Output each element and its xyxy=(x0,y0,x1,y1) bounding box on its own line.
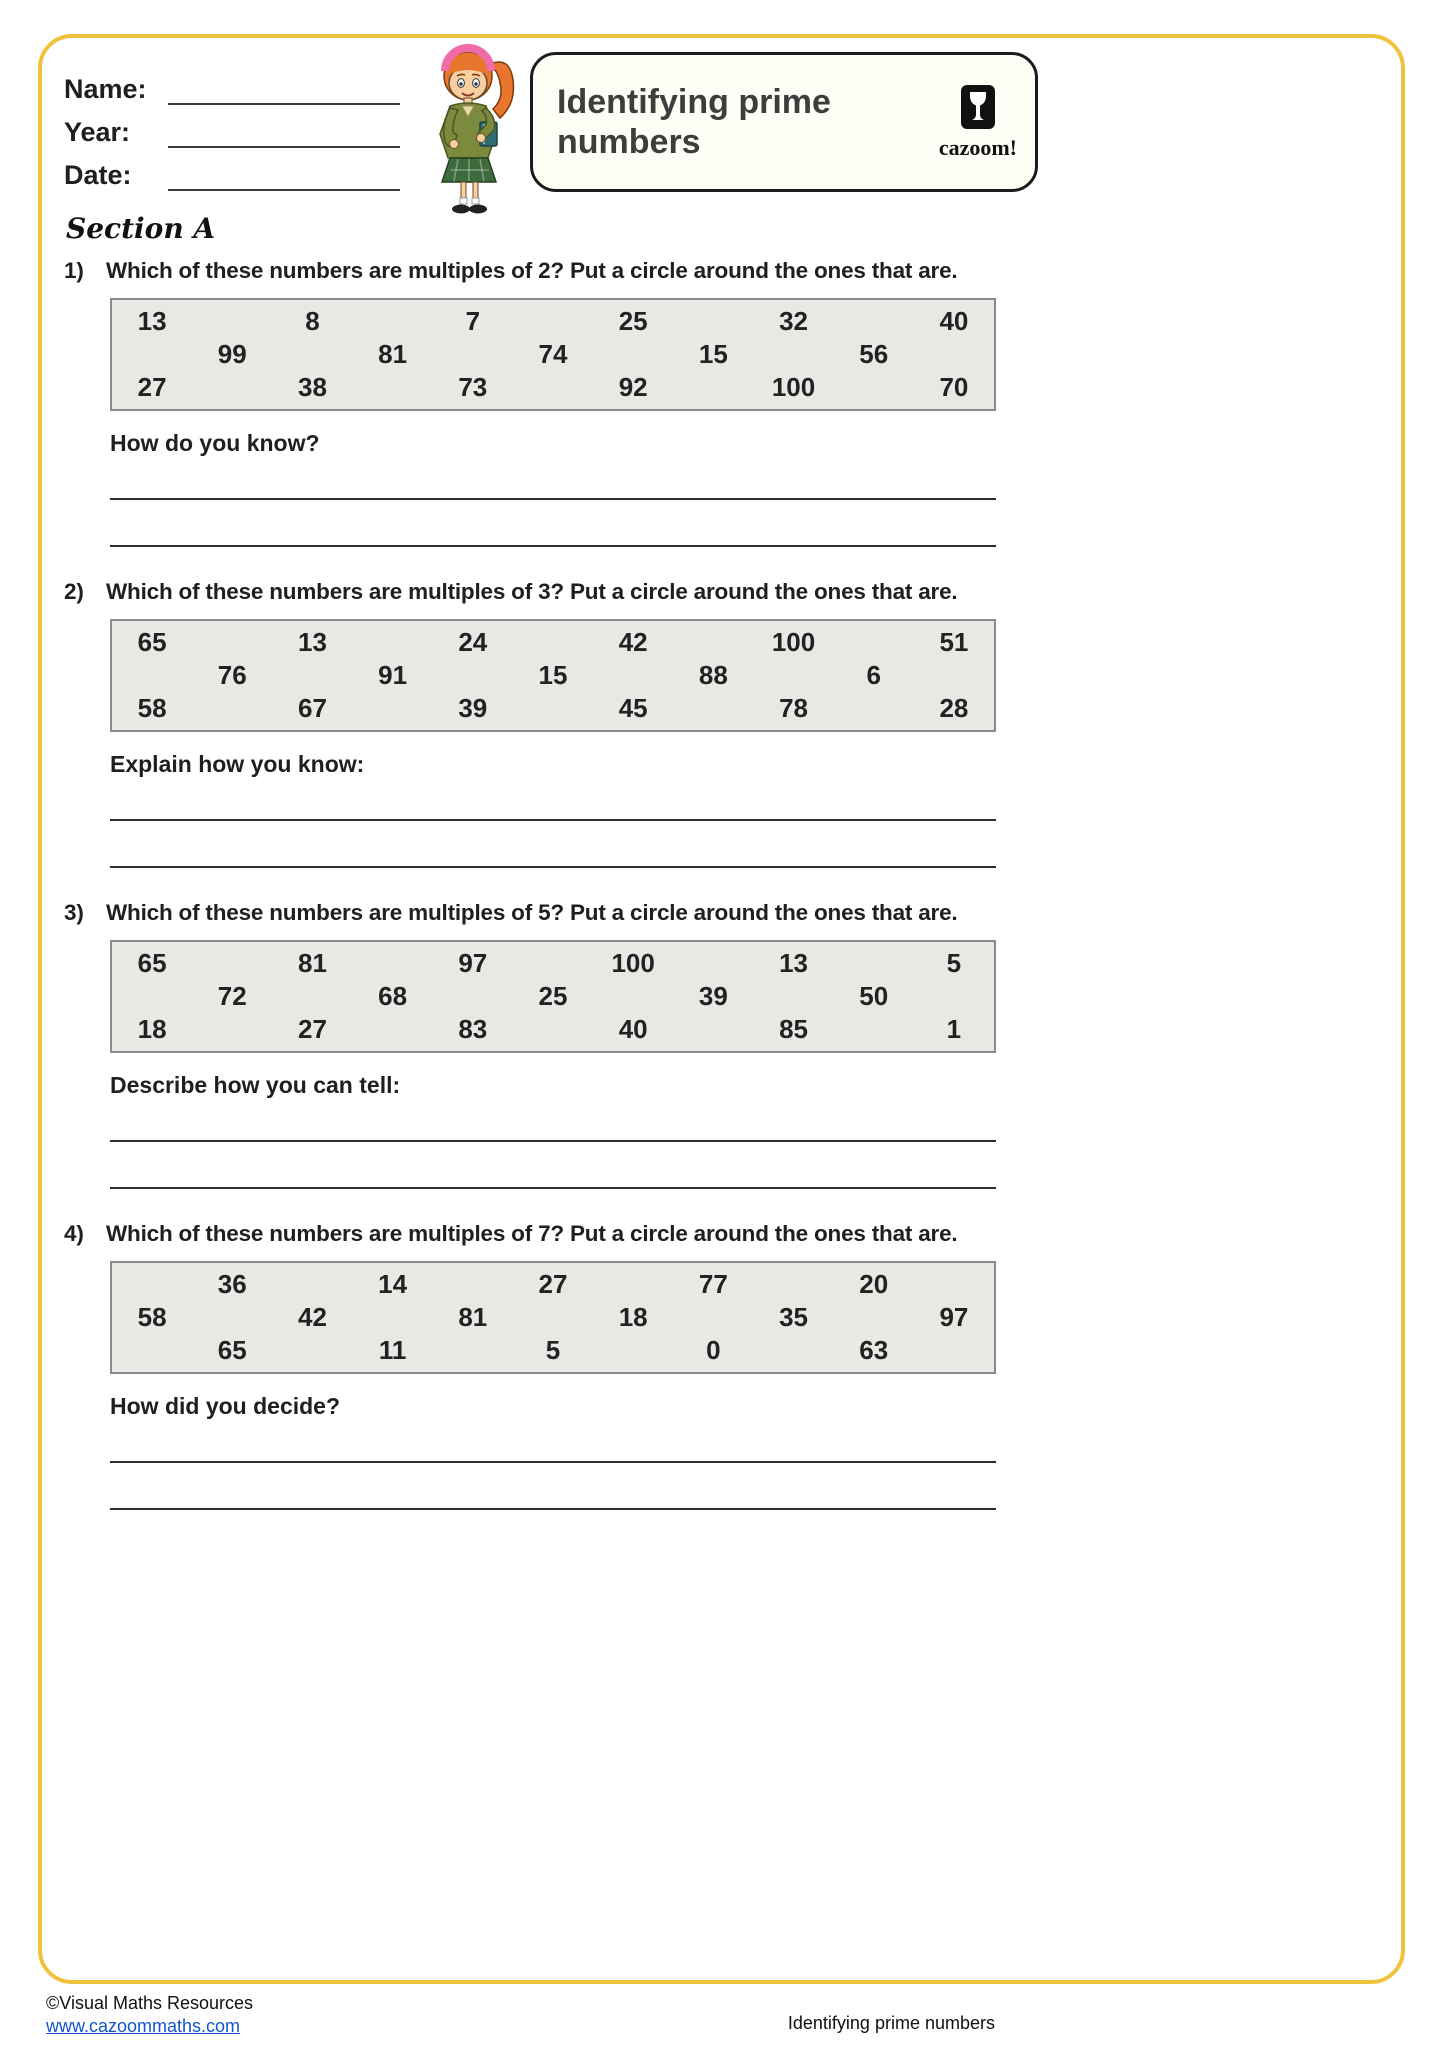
grid-number: 36 xyxy=(217,1269,247,1299)
grid-number: 39 xyxy=(698,981,728,1011)
grid-number: 83 xyxy=(458,1014,488,1044)
answer-line[interactable] xyxy=(110,1187,996,1189)
grid-number: 5 xyxy=(545,1335,561,1365)
numbers-row-middle xyxy=(112,980,994,1013)
name-input-line[interactable] xyxy=(168,73,400,105)
year-label: Year: xyxy=(64,117,131,147)
copyright-text: ©Visual Maths Resources xyxy=(46,1993,254,2013)
grid-number: 39 xyxy=(458,693,488,723)
grid-number: 100 xyxy=(771,372,816,402)
answer-line[interactable] xyxy=(110,498,996,500)
question-block xyxy=(64,1219,996,1510)
numbers-row-bottom xyxy=(112,371,994,404)
numbers-row-top xyxy=(112,626,994,659)
question-prompt: Which of these numbers are multiples of 7? Put a circle around the ones that are. xyxy=(106,1221,958,1246)
grid-number: 88 xyxy=(698,660,728,690)
grid-number: 18 xyxy=(618,1302,648,1332)
grid-number: 27 xyxy=(137,372,167,402)
grid-number: 8 xyxy=(305,306,320,336)
worksheet-title-box xyxy=(530,52,1038,192)
question-prompt: Which of these numbers are multiples of 2? Put a circle around the ones that are. xyxy=(106,258,958,283)
grid-number: 58 xyxy=(137,1302,167,1332)
question-prompt-row xyxy=(64,898,996,928)
grid-number: 99 xyxy=(217,339,247,369)
numbers-box xyxy=(110,298,996,411)
grid-number: 20 xyxy=(859,1269,889,1299)
answer-line[interactable] xyxy=(110,866,996,868)
grid-number: 13 xyxy=(137,306,167,336)
student-info-fields xyxy=(64,62,400,191)
grid-number: 0 xyxy=(706,1335,721,1365)
footer-worksheet-title: Identifying prime numbers xyxy=(787,2013,995,2033)
grid-number: 85 xyxy=(779,1014,808,1044)
website-link[interactable]: www.cazoommaths.com xyxy=(46,2016,241,2036)
question-prompt: Which of these numbers are multiples of 3? Put a circle around the ones that are. xyxy=(106,579,958,604)
question-number: 2) xyxy=(64,579,84,604)
numbers-row-top xyxy=(112,947,994,980)
grid-number: 13 xyxy=(779,948,808,978)
question-prompt: Which of these numbers are multiples of 5? Put a circle around the ones that are. xyxy=(106,900,958,925)
date-input-line[interactable] xyxy=(168,159,400,191)
answer-line[interactable] xyxy=(110,1461,996,1463)
grid-number: 50 xyxy=(859,981,889,1011)
grid-number: 91 xyxy=(378,660,408,690)
grid-number: 63 xyxy=(859,1335,889,1365)
grid-number: 78 xyxy=(779,693,808,723)
page-title: Identifying prime numbers xyxy=(557,82,831,161)
grid-number: 27 xyxy=(297,1014,327,1044)
grid-number: 56 xyxy=(859,339,889,369)
grid-number: 72 xyxy=(217,981,247,1011)
grid-number: 65 xyxy=(217,1335,247,1365)
question-number: 1) xyxy=(64,258,84,283)
grid-number: 73 xyxy=(458,372,488,402)
followup-question: Explain how you know: xyxy=(110,751,365,777)
question-prompt-row xyxy=(64,1219,996,1249)
grid-number: 77 xyxy=(698,1269,728,1299)
name-label: Name: xyxy=(64,74,147,104)
year-field-row xyxy=(64,105,400,148)
grid-number: 45 xyxy=(618,693,648,723)
grid-number: 97 xyxy=(939,1302,969,1332)
grid-number: 74 xyxy=(538,339,568,369)
grid-number: 35 xyxy=(779,1302,808,1332)
numbers-box xyxy=(110,1261,996,1374)
answer-line[interactable] xyxy=(110,1508,996,1510)
numbers-row-middle xyxy=(112,1301,994,1334)
cazoom-logo-text: cazoom! xyxy=(938,135,1017,160)
grid-number: 81 xyxy=(378,339,408,369)
numbers-row-bottom xyxy=(112,1334,994,1367)
grid-number: 38 xyxy=(297,372,327,402)
grid-number: 51 xyxy=(939,627,969,657)
date-field-row xyxy=(64,148,400,191)
grid-number: 15 xyxy=(538,660,568,690)
answer-line[interactable] xyxy=(110,1140,996,1142)
grid-number: 25 xyxy=(538,981,568,1011)
numbers-row-top xyxy=(112,305,994,338)
grid-number: 28 xyxy=(939,693,969,723)
numbers-row-middle xyxy=(112,338,994,371)
grid-number: 14 xyxy=(378,1269,408,1299)
cazoom-logo-icon xyxy=(958,83,998,133)
question-block xyxy=(64,577,996,868)
question-prompt-row xyxy=(64,577,996,607)
numbers-row-top xyxy=(112,1268,994,1301)
grid-number: 81 xyxy=(297,948,327,978)
grid-number: 27 xyxy=(538,1269,568,1299)
grid-number: 42 xyxy=(297,1302,327,1332)
student-character-icon xyxy=(418,38,524,218)
grid-number: 18 xyxy=(137,1014,167,1044)
cazoom-logo xyxy=(939,83,1017,161)
question-block xyxy=(64,256,996,547)
grid-number: 24 xyxy=(458,627,488,657)
grid-number: 25 xyxy=(618,306,648,336)
answer-line[interactable] xyxy=(110,819,996,821)
followup-question: Describe how you can tell: xyxy=(110,1072,401,1098)
grid-number: 42 xyxy=(618,627,648,657)
grid-number: 76 xyxy=(217,660,247,690)
answer-line[interactable] xyxy=(110,545,996,547)
grid-number: 100 xyxy=(611,948,655,978)
grid-number: 1 xyxy=(946,1014,962,1044)
question-number: 3) xyxy=(64,900,84,925)
question-prompt-row xyxy=(64,256,996,286)
grid-number: 7 xyxy=(465,306,481,336)
numbers-box xyxy=(110,619,996,732)
name-field-row xyxy=(64,62,400,105)
grid-number: 68 xyxy=(378,981,408,1011)
grid-number: 11 xyxy=(378,1335,407,1365)
question-block xyxy=(64,898,996,1189)
year-input-line[interactable] xyxy=(168,116,400,148)
date-label: Date: xyxy=(64,160,132,190)
grid-number: 40 xyxy=(939,306,969,336)
grid-number: 67 xyxy=(297,693,327,723)
grid-number: 97 xyxy=(458,948,488,978)
grid-number: 15 xyxy=(698,339,728,369)
grid-number: 13 xyxy=(297,627,327,657)
grid-number: 32 xyxy=(779,306,808,336)
grid-number: 58 xyxy=(137,693,167,723)
grid-number: 92 xyxy=(618,372,648,402)
numbers-row-bottom xyxy=(112,1013,994,1046)
grid-number: 40 xyxy=(618,1014,648,1044)
grid-number: 100 xyxy=(771,627,816,657)
grid-number: 65 xyxy=(137,627,167,657)
numbers-row-bottom xyxy=(112,692,994,725)
student-character-illustration xyxy=(418,38,524,218)
grid-number: 70 xyxy=(939,372,969,402)
grid-number: 81 xyxy=(458,1302,488,1332)
questions-container xyxy=(64,256,996,1540)
followup-question: How do you know? xyxy=(110,430,320,456)
section-a-heading: Section A xyxy=(66,212,216,245)
grid-number: 65 xyxy=(137,948,167,978)
numbers-box xyxy=(110,940,996,1053)
grid-number: 6 xyxy=(866,660,881,690)
footer-left xyxy=(46,1992,253,2038)
followup-question: How did you decide? xyxy=(110,1393,341,1419)
numbers-row-middle xyxy=(112,659,994,692)
question-number: 4) xyxy=(64,1221,84,1246)
grid-number: 5 xyxy=(946,948,962,978)
